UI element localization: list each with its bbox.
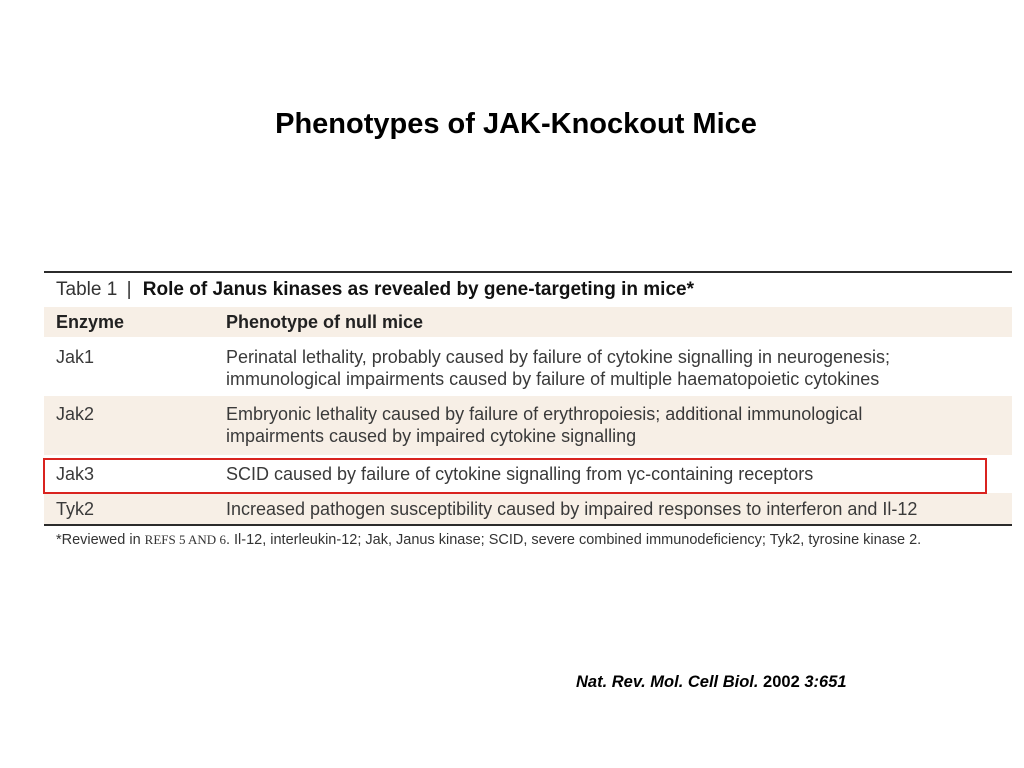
row-phenotype xyxy=(226,396,1012,455)
citation-year: 2002 xyxy=(763,673,800,691)
table-row xyxy=(44,396,1012,455)
jak3-highlight-box xyxy=(43,458,987,494)
table-bottom-rule xyxy=(44,524,1012,526)
footnote-prefix: *Reviewed in xyxy=(56,532,145,548)
footnote-refs: REFS 5 AND 6 xyxy=(144,532,226,547)
table-caption xyxy=(44,273,1012,307)
row-enzyme: Tyk2 xyxy=(56,499,95,519)
citation-journal: Nat. Rev. Mol. Cell Biol. xyxy=(576,673,759,691)
phenotype-line: impairments caused by impaired cytokine signalling xyxy=(226,426,637,446)
row-enzyme: Jak3 xyxy=(56,464,95,484)
table-row xyxy=(44,493,1012,524)
phenotype-line: Increased pathogen susceptibility caused by impaired responses to interferon and Il-12 xyxy=(226,499,918,519)
citation xyxy=(576,673,847,692)
header-enzyme: Enzyme xyxy=(56,312,125,332)
phenotype-line: immunological impairments caused by failure of multiple haematopoietic cytokines xyxy=(226,369,880,389)
row-phenotype xyxy=(226,493,1012,524)
row-enzyme: Jak1 xyxy=(56,347,95,367)
table-header-row xyxy=(44,307,1012,337)
slide-title: Phenotypes of JAK-Knockout Mice xyxy=(275,108,757,140)
table-label: Table 1 xyxy=(56,279,118,300)
footnote-suffix: . Il-12, interleukin-12; Jak, Janus kinase; SCID, severe combined immunodeficiency; Tyk2, tyrosine kinase 2. xyxy=(225,532,922,548)
table-label-separator: | xyxy=(126,279,132,300)
row-phenotype xyxy=(226,337,1012,396)
phenotype-line: Embryonic lethality caused by failure of erythropoiesis; additional immunological xyxy=(226,404,863,424)
row-enzyme: Jak2 xyxy=(56,404,95,424)
table-footnote xyxy=(44,532,1012,548)
citation-volume-page: 3:651 xyxy=(804,673,847,691)
table-figure xyxy=(44,271,1012,548)
header-phenotype: Phenotype of null mice xyxy=(226,312,424,332)
phenotype-line: SCID caused by failure of cytokine signalling from γc-containing receptors xyxy=(226,464,814,484)
table-title: Role of Janus kinases as revealed by gene-targeting in mice* xyxy=(142,279,694,300)
table-row xyxy=(44,337,1012,396)
phenotype-line: Perinatal lethality, probably caused by failure of cytokine signalling in neurogenesis; xyxy=(226,347,891,367)
